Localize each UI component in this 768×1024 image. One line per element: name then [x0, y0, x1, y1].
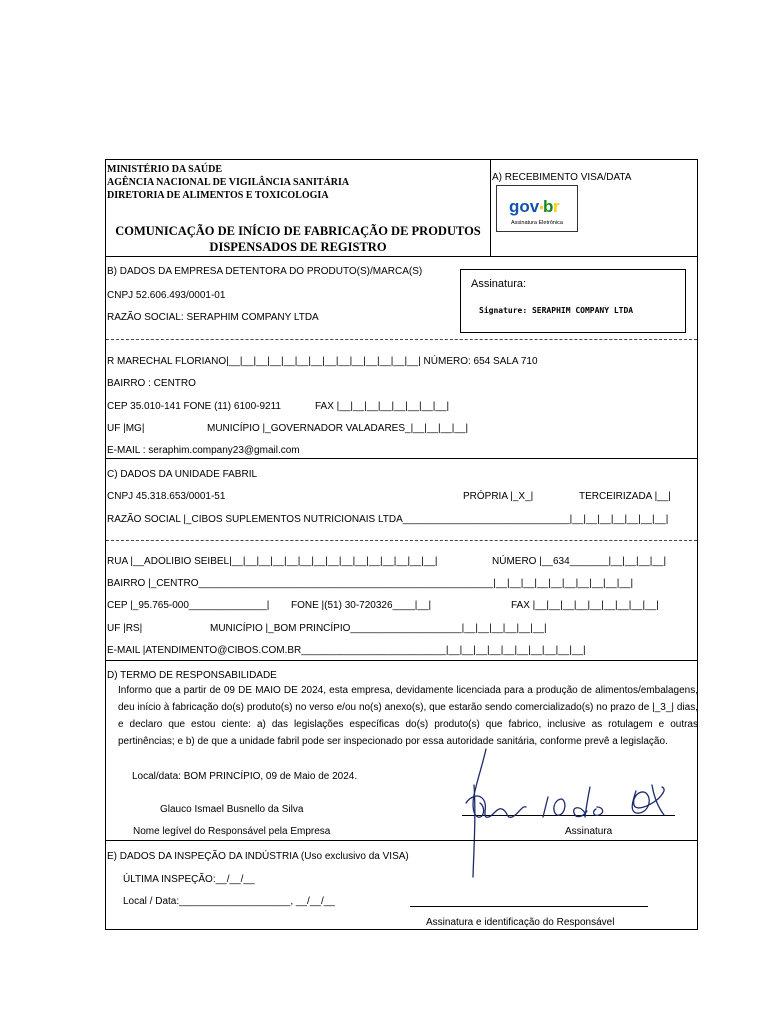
- signature-caption: Assinatura: [565, 826, 613, 837]
- company-municipio: MUNICÍPIO |_GOVERNADOR VALADARES_|__|__|__|__|: [207, 423, 469, 434]
- factory-terceirizada: TERCEIRIZADA |__|: [579, 491, 671, 502]
- factory-numero: NÚMERO |__634_______|__|__|__|__|: [492, 556, 667, 567]
- factory-cnpj: CNPJ 45.318.653/0001-51: [107, 491, 226, 502]
- factory-fone: FONE |(51) 30-720326____|__|: [291, 600, 432, 611]
- factory-bairro: BAIRRO |_CENTRO_____________________________________________________|__|__|__|__|__|__|__|__|__|__|: [107, 578, 634, 589]
- directorate-name: DIRETORIA DE ALIMENTOS E TOXICOLOGIA: [107, 190, 329, 201]
- receipt-label: A) RECEBIMENTO VISA/DATA: [492, 172, 632, 183]
- factory-uf: UF |RS|: [107, 623, 143, 634]
- company-fax: FAX |__|__|__|__|__|__|__|__|: [315, 401, 450, 412]
- declaration-local-data: Local/data: BOM PRINCÍPIO, 09 de Maio de 2024.: [132, 771, 358, 782]
- factory-razao-social: RAZÃO SOCIAL |_CIBOS SUPLEMENTOS NUTRICIONAIS LTDA______________________________|__|__|__|__|__|__|__|: [107, 514, 669, 525]
- divider-b-c: [106, 458, 697, 459]
- company-cnpj: CNPJ 52.606.493/0001-01: [107, 290, 226, 301]
- digital-signature-box: [460, 269, 686, 333]
- factory-email: E-MAIL |ATENDIMENTO@CIBOS.COM.BR__________________________|__|__|__|__|__|__|__|__|__|__|: [107, 645, 586, 656]
- divider-d-e: [106, 840, 697, 841]
- svg-text:gov: gov: [509, 197, 540, 216]
- section-c-title: C) DADOS DA UNIDADE FABRIL: [107, 469, 258, 480]
- svg-text:b: b: [543, 197, 554, 216]
- visa-signature-line: [410, 906, 648, 907]
- responsible-name: Glauco Ismael Busnello da Silva: [160, 804, 304, 815]
- handwritten-signature: [456, 745, 686, 880]
- form-title-line2: DISPENSADOS DE REGISTRO: [209, 240, 387, 254]
- company-razao-social: RAZÃO SOCIAL: SERAPHIM COMPANY LTDA: [107, 312, 319, 323]
- name-caption: Nome legível do Responsável pela Empresa: [133, 826, 331, 837]
- svg-text:r: r: [553, 197, 560, 216]
- responsibility-paragraph: Informo que a partir de 09 DE MAIO DE 2024, esta empresa, devidamente licenciada para a produção de alimentos/embalagens, deu início à fabricação do(s) produto(s) no verso e/ou no(s) anexo(s), que estarão sendo comercializado(s) no prazo de |_3_| dias, e declaro que estou ciente: a) das legislações específicas do(s) produto(s) que fabrico, inclusive as rotulagem e outras pertinências; e b) de que a unidade fabril pode ser inspecionado por essa autoridade sanitária, conforme prevê a legislação.: [118, 685, 698, 747]
- factory-rua: RUA |__ADOLIBIO SEIBEL|__|__|__|__|__|__|__|__|__|__|__|__|__|__|__|: [107, 556, 438, 567]
- ministry-name: MINISTÉRIO DA SAÚDE: [107, 164, 223, 175]
- govbr-caption: Assinatura Eletrônica: [511, 220, 563, 226]
- signature-text: Signature: SERAPHIM COMPANY LTDA: [479, 306, 634, 315]
- company-uf: UF |MG|: [107, 423, 145, 434]
- agency-name: AGÊNCIA NACIONAL DE VIGILÂNCIA SANITÁRIA: [107, 177, 350, 188]
- visa-signature-caption: Assinatura e identificação do Responsável: [426, 917, 615, 928]
- section-b-title: B) DADOS DA EMPRESA DETENTORA DO PRODUTO(S)/MARCA(S): [107, 266, 423, 277]
- company-address: R MARECHAL FLORIANO|__|__|__|__|__|__|__|__|__|__|__|__|__|__| NÚMERO: 654 SALA 710: [107, 356, 538, 367]
- form-title-line1: COMUNICAÇÃO DE INÍCIO DE FABRICAÇÃO DE PRODUTOS: [115, 224, 481, 238]
- dash-divider-c: [106, 540, 697, 541]
- form-container: [105, 159, 698, 930]
- header-divider: [490, 160, 491, 256]
- factory-cep: CEP |_95.765-000______________|: [107, 600, 270, 611]
- company-email: E-MAIL : seraphim.company23@gmail.com: [107, 445, 300, 456]
- factory-fax: FAX |__|__|__|__|__|__|__|__|__|: [511, 600, 659, 611]
- factory-propria: PRÓPRIA |_X_|: [463, 491, 534, 502]
- divider-c-d: [106, 660, 697, 661]
- company-bairro: BAIRRO : CENTRO: [107, 378, 196, 389]
- govbr-stamp: [496, 185, 578, 232]
- divider-header: [106, 256, 697, 257]
- section-d-title: D) TERMO DE RESPONSABILIDADE: [107, 670, 277, 681]
- company-cep-fone: CEP 35.010-141 FONE (11) 6100-9211: [107, 401, 281, 412]
- factory-municipio: MUNICÍPIO |_BOM PRINCÍPIO____________________|__|__|__|__|__|__|: [210, 623, 547, 634]
- signature-label: Assinatura:: [471, 278, 527, 290]
- last-inspection-field: ÚLTIMA INSPEÇÃO:__/__/__: [123, 874, 255, 885]
- dash-divider-b: [106, 339, 697, 340]
- section-e-title: E) DADOS DA INSPEÇÃO DA INDÚSTRIA (Uso exclusivo da VISA): [107, 851, 409, 862]
- inspection-local-data: Local / Data:____________________, __/__/__: [123, 896, 335, 907]
